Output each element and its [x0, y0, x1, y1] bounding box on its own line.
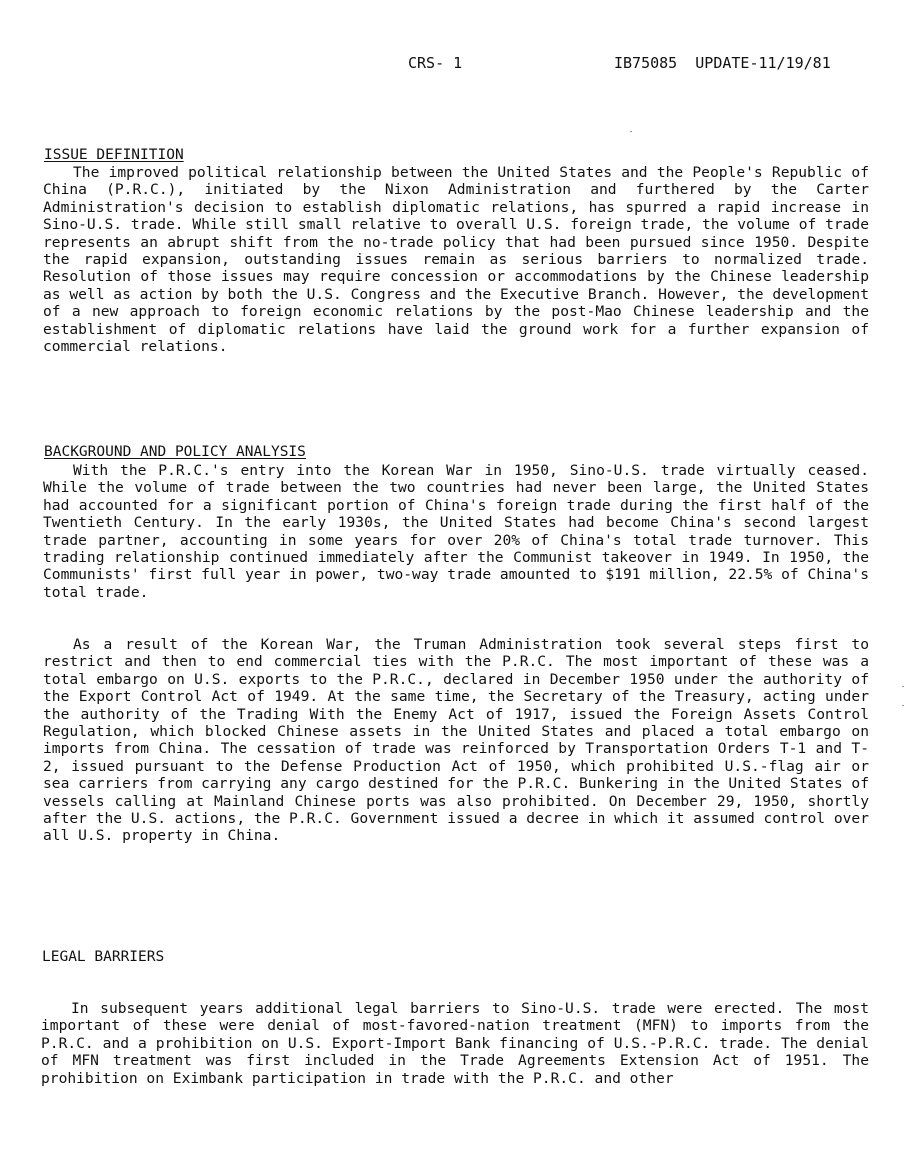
- paragraph-background-2: As a result of the Korean War, the Truman Administration took several steps first to restrict and then to end commercial ties with the P.R.C. The most important of these was a total embargo on U.S. exports to the P.R.C., declared in December 1950 under the authority of the Export Control Act of 1949. At the same time, the Secretary of the Treasury, acting under the authority of the Trading With the Enemy Act of 1917, issued the Foreign Assets Control Regulation, which blocked Chinese assets in the United States and placed a total embargo on imports from China. The cessation of trade was reinforced by Transportation Orders T-1 and T-2, issued pursuant to the Defense Production Act of 1950, which prohibited U.S.-flag air or sea carriers from carrying any cargo destined for the P.R.C. Bunkering in the United States of vessels calling at Mainland Chinese ports was also prohibited. On December 29, 1950, shortly after the U.S. actions, the P.R.C. Government issued a decree in which it assumed control over all U.S. property in China.: [43, 636, 869, 845]
- section-heading-background: BACKGROUND AND POLICY ANALYSIS: [44, 444, 306, 460]
- page-header: [0, 54, 920, 74]
- section-heading-issue-definition: ISSUE DEFINITION: [44, 147, 184, 163]
- paragraph-legal-barriers: In subsequent years additional legal barriers to Sino-U.S. trade were erected. The most important of these were denial of most-favored-nation treatment (MFN) to imports from the P.R.C. and a prohibition on U.S. Export-Import Bank financing of U.S.-P.R.C. trade. The denial of MFN treatment was first included in the Trade Agreements Extension Act of 1951. The prohibition on Eximbank participation in trade with the P.R.C. and other: [41, 1000, 869, 1087]
- scan-speck: [902, 705, 904, 706]
- paragraph-issue-definition: The improved political relationship between the United States and the People's Republic of China (P.R.C.), initiated by the Nixon Administration and furthered by the Carter Administration's decision to establish diplomatic relations, has spurred a rapid increase in Sino-U.S. trade. While still small relative to overall U.S. foreign trade, the volume of trade represents an abrupt shift from the no-trade policy that had been pursued since 1950. Despite the rapid expansion, outstanding issues remain as serious barriers to normalized trade. Resolution of those issues may require concession or accommodations by the Chinese leadership as well as action by both the U.S. Congress and the Executive Branch. However, the development of a new approach to foreign economic relations by the post-Mao Chinese leadership and the establishment of diplomatic relations have laid the ground work for a further expansion of commercial relations.: [43, 164, 869, 356]
- scan-speck: [902, 686, 904, 687]
- paragraph-background-1: With the P.R.C.'s entry into the Korean War in 1950, Sino-U.S. trade virtually ceased. While the volume of trade between the two countries had never been large, the United States had accounted for a significant portion of China's foreign trade during the first half of the Twentieth Century. In the early 1930s, the United States had become China's second largest trade partner, accounting in some years for over 20% of China's total trade turnover. This trading relationship continued immediately after the Communist takeover in 1949. In 1950, the Communists' first full year in power, two-way trade amounted to $191 million, 22.5% of China's total trade.: [43, 462, 869, 601]
- report-id-label: IB75085 UPDATE-11/19/81: [614, 54, 831, 72]
- page-number-label: CRS- 1: [408, 54, 463, 72]
- section-heading-legal-barriers: LEGAL BARRIERS: [42, 949, 165, 965]
- scan-speck: [630, 131, 632, 132]
